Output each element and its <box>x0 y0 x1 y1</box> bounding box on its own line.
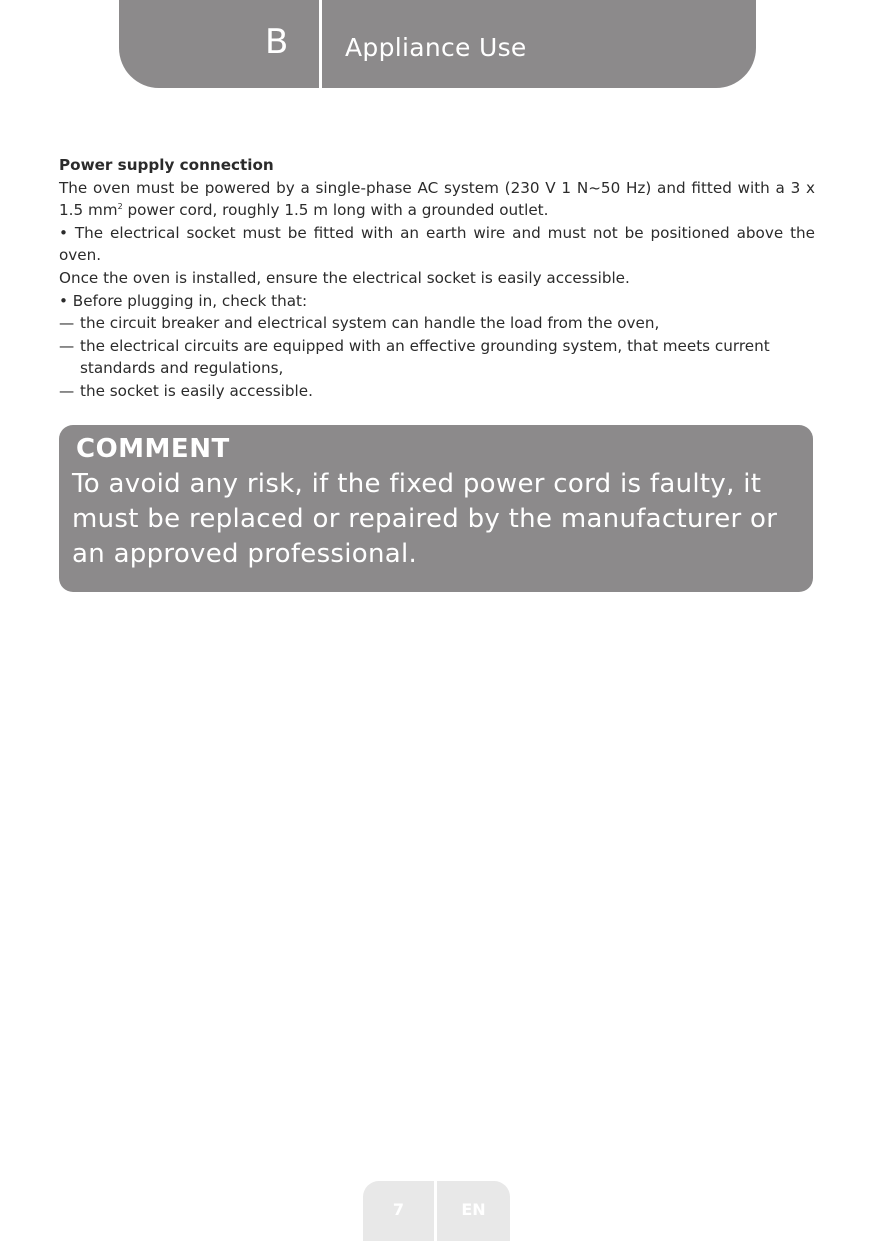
intro-text: The oven must be powered by a single-phase AC system (230 V 1 N~50 Hz) and fitted with a 3 x 1.5 mm <box>59 178 815 220</box>
squared-superscript: 2 <box>117 202 123 212</box>
check-item <box>59 312 815 335</box>
section-header-tab <box>119 0 756 88</box>
section-title: Appliance Use <box>345 33 527 62</box>
comment-label: COMMENT <box>76 434 230 464</box>
section-letter: B <box>265 22 289 62</box>
check-item <box>59 380 815 403</box>
check-item-text: the circuit breaker and electrical system can handle the load from the oven, <box>80 314 660 333</box>
intro-paragraph <box>59 177 815 222</box>
intro-text-continued: power cord, roughly 1.5 m long with a grounded outlet. <box>122 201 549 220</box>
comment-text: To avoid any risk, if the fixed power cord is faulty, it must be replaced or repaired by the manufacturer or an approved professional. <box>72 469 778 569</box>
header-divider <box>319 0 322 88</box>
dash-marker: — <box>59 314 75 333</box>
check-item-text: the electrical circuits are equipped with an effective grounding system, that meets current standards and regulations, <box>80 336 770 378</box>
check-item <box>59 335 815 380</box>
language-code: EN <box>461 1200 486 1219</box>
check-item-text: the socket is easily accessible. <box>80 381 313 400</box>
dash-marker: — <box>59 381 75 400</box>
bullet-socket: • The electrical socket must be fitted with an earth wire and must not be positioned above the oven. <box>59 223 815 265</box>
accessible-note: Once the oven is installed, ensure the electrical socket is easily accessible. <box>59 268 630 287</box>
section-heading: Power supply connection <box>59 156 274 174</box>
page-number: 7 <box>392 1200 405 1219</box>
page-footer-tab <box>363 1181 510 1241</box>
dash-marker: — <box>59 336 75 355</box>
bullet-check: • Before plugging in, check that: <box>59 291 308 310</box>
comment-box <box>59 425 813 592</box>
power-supply-section <box>59 154 815 403</box>
